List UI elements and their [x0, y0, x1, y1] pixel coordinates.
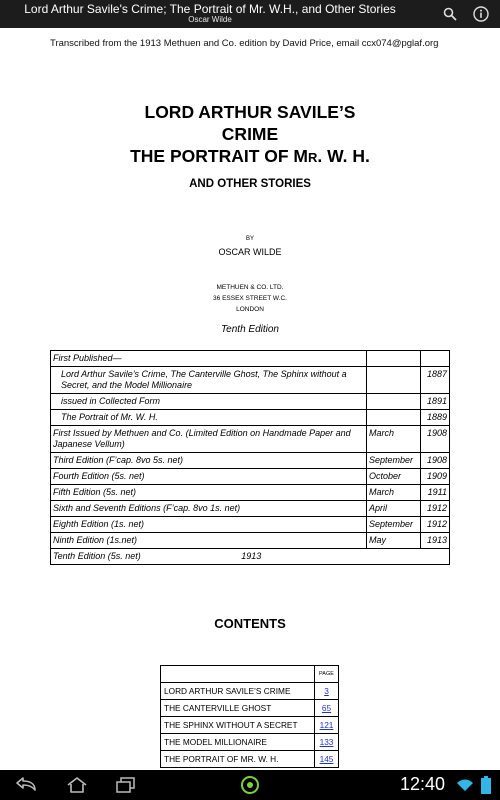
- history-month: September: [367, 517, 421, 533]
- history-month: March: [367, 485, 421, 501]
- contents-title: THE PORTRAIT OF MR. W. H.: [161, 751, 315, 768]
- history-text: Tenth Edition (5s. net): [53, 551, 141, 561]
- page-link[interactable]: 65: [321, 703, 332, 713]
- history-month: May: [367, 533, 421, 549]
- system-nav-bar: [0, 770, 500, 800]
- table-row: [51, 517, 450, 533]
- page-link[interactable]: 3: [324, 686, 329, 696]
- subtitle-other-stories: AND OTHER STORIES: [189, 178, 311, 190]
- table-row: [51, 453, 450, 469]
- history-text: Third Edition (F’cap. 8vo 5s. net): [51, 453, 367, 469]
- page-column-header: PAGE: [315, 666, 339, 683]
- page-link[interactable]: 133: [319, 737, 334, 747]
- publisher-address: 36 ESSEX STREET W.C.: [213, 295, 287, 302]
- title-line-3: THE PORTRAIT OF MR. W. H.: [130, 146, 370, 166]
- table-row: [161, 700, 339, 717]
- history-text: issued in Collected Form: [51, 394, 367, 410]
- table-row: [51, 485, 450, 501]
- table-row: [51, 549, 450, 565]
- table-row: [51, 410, 450, 426]
- history-month: [367, 410, 421, 426]
- title-line-2: CRIME: [221, 124, 279, 144]
- history-text: First Issued by Methuen and Co. (Limited Edition on Handmade Paper and Japanese Vellum): [51, 426, 367, 453]
- history-last-row: [51, 549, 450, 565]
- history-year: 1887: [421, 367, 450, 394]
- page-link[interactable]: 145: [319, 754, 334, 764]
- history-year: 1891: [421, 394, 450, 410]
- table-row: [51, 394, 450, 410]
- history-month: [367, 394, 421, 410]
- book-author-header: Oscar Wilde: [188, 15, 232, 24]
- history-text: The Portrait of Mr. W. H.: [51, 410, 367, 426]
- book-title-header: Lord Arthur Savile's Crime; The Portrait of Mr. W.H., and Other Stories: [24, 2, 396, 16]
- book-page[interactable]: [0, 28, 500, 770]
- publication-history-table: [50, 350, 450, 565]
- table-row: [51, 501, 450, 517]
- back-icon[interactable]: [12, 774, 42, 796]
- history-year: 1908: [421, 453, 450, 469]
- contents-title: THE SPHINX WITHOUT A SECRET: [161, 717, 315, 734]
- table-row: [51, 469, 450, 485]
- history-year: 1911: [421, 485, 450, 501]
- history-year: 1912: [421, 501, 450, 517]
- recent-apps-icon[interactable]: [110, 774, 140, 796]
- info-icon[interactable]: [472, 5, 490, 23]
- publisher-city: LONDON: [236, 306, 264, 313]
- publisher-name: METHUEN & CO. LTD.: [216, 284, 284, 291]
- action-bar: [0, 0, 500, 28]
- search-icon[interactable]: [441, 5, 459, 23]
- table-row: [161, 666, 339, 683]
- history-month: April: [367, 501, 421, 517]
- page-link[interactable]: 121: [319, 720, 334, 730]
- contents-title: THE MODEL MILLIONAIRE: [161, 734, 315, 751]
- table-row: [161, 717, 339, 734]
- contents-title: LORD ARTHUR SAVILE’S CRIME: [161, 683, 315, 700]
- table-row: [51, 426, 450, 453]
- history-text: Lord Arthur Savile’s Crime, The Canterville Ghost, The Sphinx without a Secret, and the Model Millionaire: [51, 367, 367, 394]
- history-month: March: [367, 426, 421, 453]
- table-row: [161, 683, 339, 700]
- contents-title: THE CANTERVILLE GHOST: [161, 700, 315, 717]
- contents-heading: CONTENTS: [214, 616, 286, 631]
- history-month: October: [367, 469, 421, 485]
- history-year: 1909: [421, 469, 450, 485]
- center-circle-icon[interactable]: [238, 774, 262, 796]
- by-label: BY: [245, 236, 254, 242]
- history-text: Fifth Edition (5s. net): [51, 485, 367, 501]
- transcription-note: Transcribed from the 1913 Methuen and Co. edition by David Price, email ccx074@pglaf.org: [50, 38, 439, 49]
- history-year: 1889: [421, 410, 450, 426]
- history-year: 1913: [241, 551, 262, 561]
- wifi-icon: [455, 774, 475, 796]
- history-month: [367, 367, 421, 394]
- history-year: 1912: [421, 517, 450, 533]
- history-text: Fourth Edition (5s. net): [51, 469, 367, 485]
- author-name: OSCAR WILDE: [218, 247, 282, 257]
- battery-icon: [480, 774, 492, 796]
- history-text: Sixth and Seventh Editions (F’cap. 8vo 1s. net): [51, 501, 367, 517]
- home-icon[interactable]: [62, 774, 92, 796]
- history-year: 1913: [421, 533, 450, 549]
- history-text: Eighth Edition (1s. net): [51, 517, 367, 533]
- table-row: [51, 351, 450, 367]
- table-row: [51, 367, 450, 394]
- book-title: [0, 101, 500, 169]
- history-year: 1908: [421, 426, 450, 453]
- table-row: [161, 751, 339, 768]
- contents-table: [160, 665, 339, 768]
- table-row: [161, 734, 339, 751]
- clock: 12:40: [400, 774, 446, 794]
- first-published-label: First Published—: [51, 351, 367, 367]
- table-row: [51, 533, 450, 549]
- title-line-1: LORD ARTHUR SAVILE’S: [144, 102, 356, 122]
- history-text: Ninth Edition (1s.net): [51, 533, 367, 549]
- edition-label: Tenth Edition: [220, 324, 279, 335]
- publisher-block: [0, 282, 500, 315]
- history-month: September: [367, 453, 421, 469]
